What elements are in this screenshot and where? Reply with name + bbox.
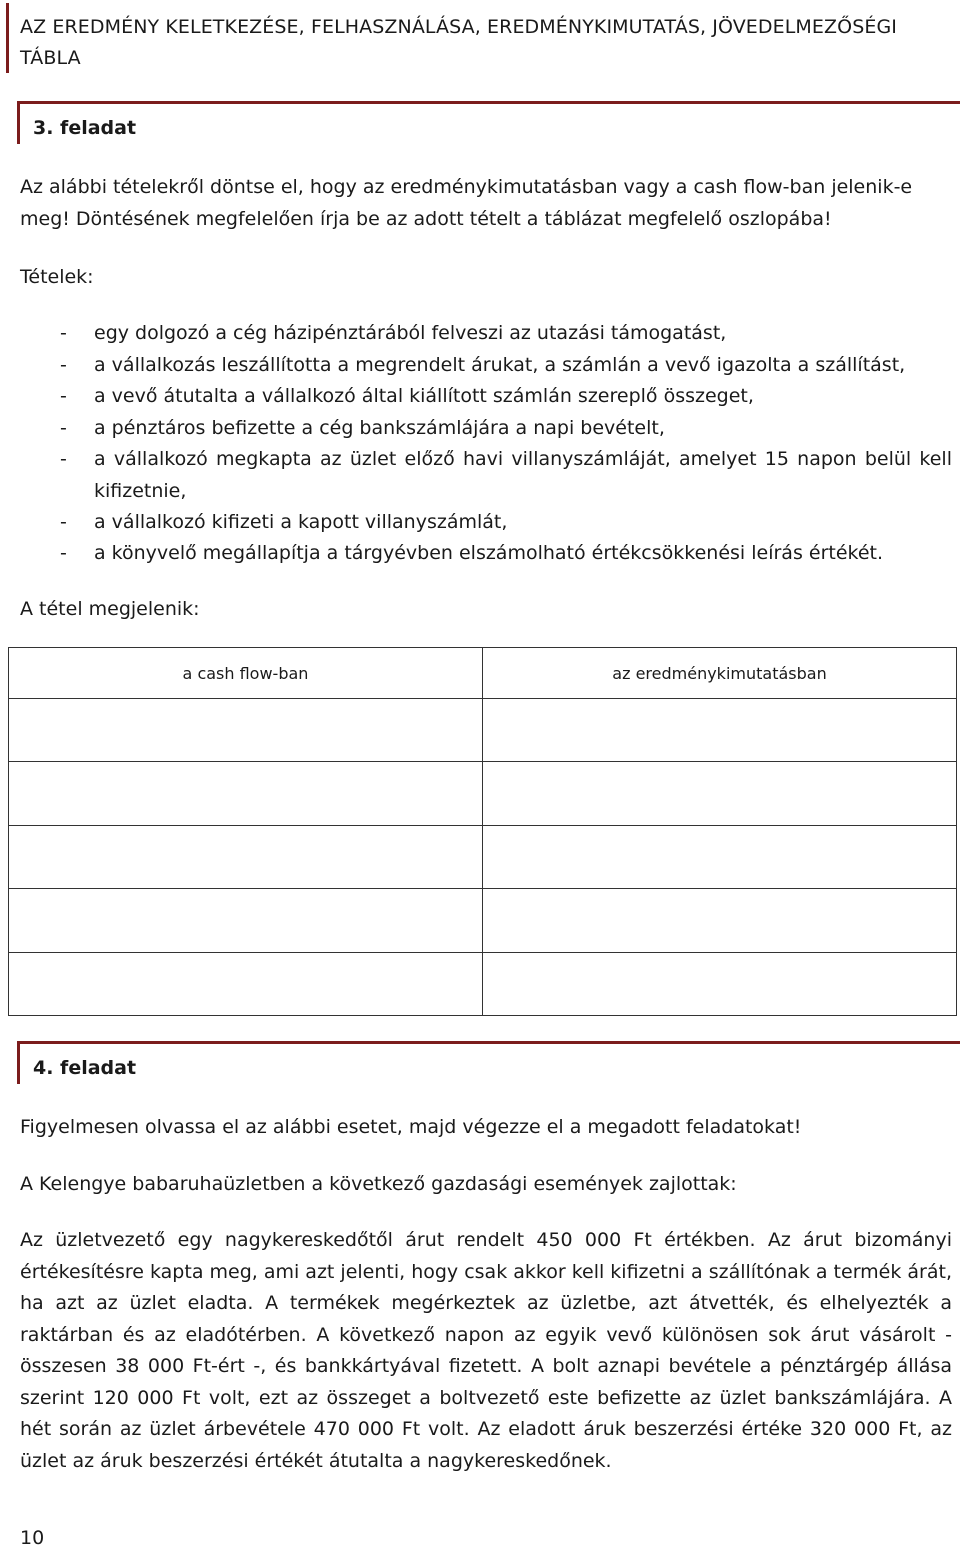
list-dash: - <box>60 511 67 533</box>
answer-cell[interactable] <box>9 952 483 1015</box>
list-item-text: a pénztáros befizette a cég bankszámlájára a napi bevételt, <box>94 417 665 439</box>
list-item <box>60 350 952 382</box>
answer-cell[interactable] <box>9 825 483 888</box>
task4-heading-box <box>17 1041 960 1084</box>
task3-items-label: Tételek: <box>20 266 94 288</box>
list-item <box>60 507 952 539</box>
header-accent-bar <box>6 3 9 73</box>
column-header-cash-flow: a cash flow-ban <box>9 648 483 699</box>
answer-cell[interactable] <box>483 699 957 762</box>
list-dash: - <box>60 542 67 564</box>
answer-cell[interactable] <box>9 699 483 762</box>
task3-title: 3. feladat <box>33 117 137 139</box>
list-dash: - <box>60 417 67 439</box>
list-item <box>60 413 952 445</box>
task3-heading-box <box>17 101 960 144</box>
list-item <box>60 381 952 413</box>
list-item-text: a vevő átutalta a vállalkozó által kiállított számlán szereplő összeget, <box>94 385 754 407</box>
page-number: 10 <box>20 1527 45 1549</box>
table-row <box>9 825 957 888</box>
table-row <box>9 889 957 952</box>
table-row <box>9 952 957 1015</box>
list-item <box>60 444 952 507</box>
list-item-text: a vállalkozó kifizeti a kapott villanyszámlát, <box>94 511 508 533</box>
answer-cell[interactable] <box>9 889 483 952</box>
list-item-text: egy dolgozó a cég házipénztárából felveszi az utazási támogatást, <box>94 322 727 344</box>
answer-cell[interactable] <box>483 889 957 952</box>
list-dash: - <box>60 322 67 344</box>
list-item <box>60 538 952 570</box>
list-item <box>60 318 952 350</box>
list-item-text: a vállalkozó megkapta az üzlet előző havi villanyszámláját, amelyet 15 napon belül kell kifizetnie, <box>94 448 952 502</box>
column-header-income-statement: az eredménykimutatásban <box>483 648 957 699</box>
list-item-text: a könyvelő megállapítja a tárgyévben elszámolható értékcsökkenési leírás értékét. <box>94 542 884 564</box>
table-header-row <box>9 648 957 699</box>
task4-intro: A Kelengye babaruhaüzletben a következő gazdasági események zajlottak: <box>20 1173 737 1195</box>
task4-title: 4. feladat <box>33 1057 137 1079</box>
chapter-title: AZ EREDMÉNY KELETKEZÉSE, FELHASZNÁLÁSA, EREDMÉNYKIMUTATÁS, JÖVEDELMEZŐSÉGI TÁBLA <box>20 16 897 69</box>
answer-cell[interactable] <box>483 952 957 1015</box>
table-row <box>9 762 957 825</box>
answer-cell[interactable] <box>483 762 957 825</box>
answer-cell[interactable] <box>483 825 957 888</box>
table-row <box>9 699 957 762</box>
answer-cell[interactable] <box>9 762 483 825</box>
list-dash: - <box>60 385 67 407</box>
answer-table <box>8 647 957 1016</box>
task4-instruction: Figyelmesen olvassa el az alábbi esetet, majd végezze el a megadott feladatokat! <box>20 1116 802 1138</box>
list-dash: - <box>60 448 67 470</box>
list-dash: - <box>60 354 67 376</box>
task3-instruction: Az alábbi tételekről döntse el, hogy az eredménykimutatásban vagy a cash flow-ban jelenik-e meg! Döntésének megfelelően írja be az adott tételt a táblázat megfelelő oszlopába! <box>20 176 913 230</box>
list-item-text: a vállalkozás leszállította a megrendelt árukat, a számlán a vevő igazolta a szállítást, <box>94 354 906 376</box>
table-label: A tétel megjelenik: <box>20 598 200 620</box>
task4-case-text: Az üzletvezető egy nagykereskedőtől árut rendelt 450 000 Ft értékben. Az árut bizományi értékesítésre kapta meg, ami azt jelenti, hogy csak akkor kell kifizetni a szállítónak a termék árát, ha azt az üzlet eladta. A termékek megérkeztek az üzletbe, azt átvették, és elhelyezték a raktárban és az eladótérben. A következő napon az egyik vevő különösen sok árut vásárolt - összesen 38 000 Ft-ért -, és bankkártyával fizetett. A bolt aznapi bevétele a pénztárgép állása szerint 120 000 Ft volt, ezt az összeget a boltvezető este befizette az üzlet bankszámlájára. A hét során az üzlet árbevétele 470 000 Ft volt. Az eladott áruk beszerzési értéke 320 000 Ft, az üzlet az áruk beszerzési értékét átutalta a nagykereskedőnek. <box>20 1229 952 1472</box>
